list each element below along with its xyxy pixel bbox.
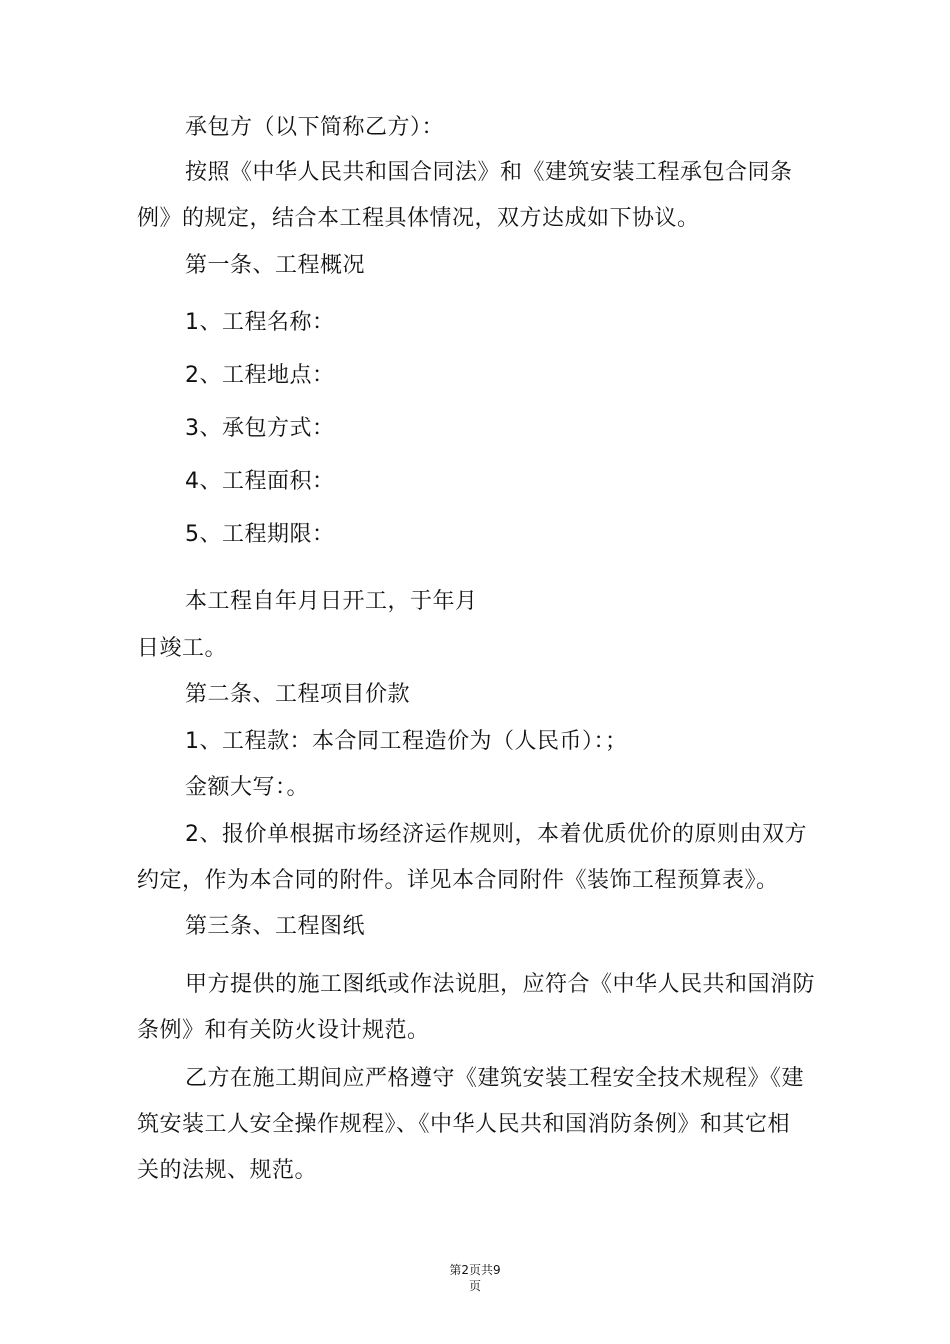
list-item: 1、工程名称：	[185, 310, 335, 335]
list-item: 5、工程期限：	[185, 522, 335, 547]
text-line: 1、工程款：本合同工程造价为（人民币）：；	[185, 729, 628, 754]
text-line: 金额大写：。	[185, 775, 310, 800]
text-line: 例》的规定，结合本工程具体情况，双方达成如下协议。	[137, 206, 700, 231]
text-line: 日竣工。	[137, 636, 228, 661]
text-line: 2、报价单根据市场经济运作规则，本着优质优价的原则由双方	[185, 822, 807, 847]
section-heading: 第三条、工程图纸	[185, 914, 366, 939]
text-line: 筑安装工人安全操作规程》、《中华人民共和国消防条例》和其它相	[137, 1112, 791, 1137]
text-line: 甲方提供的施工图纸或作法说胆，应符合《中华人民共和国消防	[185, 972, 816, 997]
text-line: 条例》和有关防火设计规范。	[137, 1018, 430, 1043]
section-heading: 第一条、工程概况	[185, 253, 366, 278]
list-item: 4、工程面积：	[185, 469, 335, 494]
text-line: 约定，作为本合同的附件。详见本合同附件《装饰工程预算表》。	[137, 868, 779, 893]
section-heading: 第二条、工程项目价款	[185, 682, 411, 707]
text-line: 按照《中华人民共和国合同法》和《建筑安装工程承包合同条	[185, 160, 793, 185]
list-item: 2、工程地点：	[185, 363, 335, 388]
text-line: 关的法规、规范。	[137, 1158, 318, 1183]
text-line: 承包方（以下简称乙方）：	[185, 115, 445, 140]
page-number: 第2页共9	[449, 1263, 501, 1277]
list-item: 3、承包方式：	[185, 416, 335, 441]
page-number-suffix: 页	[468, 1279, 481, 1293]
text-line: 本工程自年月日开工，于年月	[185, 589, 478, 614]
text-line: 乙方在施工期间应严格遵守《建筑安装工程安全技术规程》《建	[185, 1066, 805, 1091]
